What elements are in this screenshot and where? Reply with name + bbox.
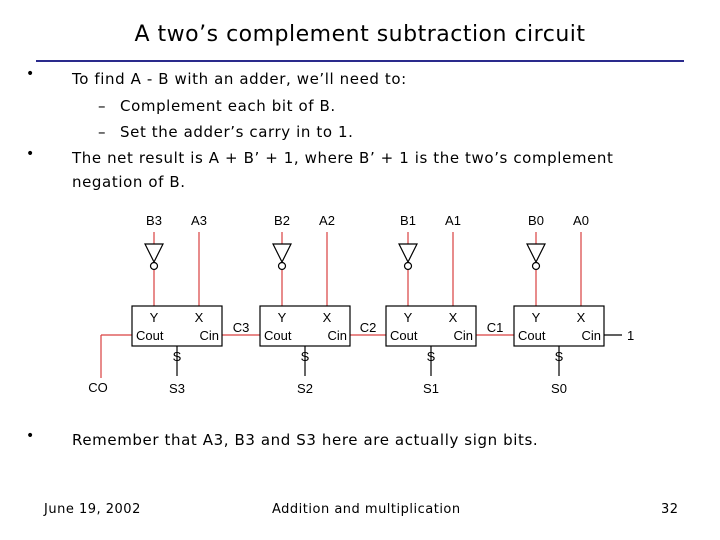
- port-label-s: S: [300, 349, 310, 364]
- port-label-y: Y: [149, 310, 159, 325]
- port-label-x: X: [576, 310, 586, 325]
- port-label-y: Y: [277, 310, 287, 325]
- port-label-x: X: [322, 310, 332, 325]
- sub-bullet-carry-text: Set the adder’s carry in to 1.: [120, 123, 354, 141]
- port-label-y: Y: [531, 310, 541, 325]
- bullet-dot: •: [26, 146, 35, 162]
- port-label-s: S: [426, 349, 436, 364]
- port-label-s: S: [172, 349, 182, 364]
- inverter-gate: [399, 244, 417, 262]
- input-label-b: B3: [146, 213, 162, 228]
- port-label-cin: Cin: [199, 328, 219, 343]
- port-label-cout: Cout: [264, 328, 292, 343]
- sum-output-label: S1: [423, 381, 439, 396]
- port-label-cin: Cin: [581, 328, 601, 343]
- footer-topic: Addition and multiplication: [272, 502, 461, 517]
- bullet-adder-steps: To find A - B with an adder, we’ll need to:: [72, 70, 407, 88]
- port-label-s: S: [554, 349, 564, 364]
- port-label-cin: Cin: [327, 328, 347, 343]
- input-label-b: B2: [274, 213, 290, 228]
- port-label-cout: Cout: [136, 328, 164, 343]
- carry-out-label: CO: [88, 380, 108, 395]
- sum-output-label: S2: [297, 381, 313, 396]
- input-label-a: A2: [319, 213, 335, 228]
- port-label-x: X: [448, 310, 458, 325]
- port-label-y: Y: [403, 310, 413, 325]
- inverter-gate: [527, 244, 545, 262]
- carry-in-value: 1: [627, 328, 635, 343]
- footer-page-number: 32: [661, 502, 679, 517]
- inverter-gate: [273, 244, 291, 262]
- bullet-dot: •: [26, 428, 35, 444]
- port-label-cout: Cout: [390, 328, 418, 343]
- sum-output-label: S0: [551, 381, 567, 396]
- carry-label: C3: [232, 320, 250, 335]
- input-label-a: A1: [445, 213, 461, 228]
- sum-output-label: S3: [169, 381, 185, 396]
- footer-date: June 19, 2002: [44, 502, 141, 517]
- bullet-net-result-line-1: The net result is A + B’ + 1, where B’ + 1 is the two’s complement: [72, 149, 614, 167]
- slide-title: A two’s complement subtraction circuit: [134, 22, 586, 47]
- input-label-b: B1: [400, 213, 416, 228]
- sub-bullet-dash: –: [98, 123, 107, 141]
- port-label-x: X: [194, 310, 204, 325]
- input-label-a: A0: [573, 213, 589, 228]
- inverter-bubble: [151, 263, 158, 270]
- sub-bullet-complement-text: Complement each bit of B.: [120, 97, 336, 115]
- bullet-sign-bits: Remember that A3, B3 and S3 here are actually sign bits.: [72, 431, 539, 449]
- inverter-bubble: [279, 263, 286, 270]
- inverter-gate: [145, 244, 163, 262]
- input-label-b: B0: [528, 213, 544, 228]
- port-label-cout: Cout: [518, 328, 546, 343]
- sub-bullet-dash: –: [98, 97, 107, 115]
- bullet-dot: •: [26, 66, 35, 82]
- inverter-bubble: [405, 263, 412, 270]
- input-label-a: A3: [191, 213, 207, 228]
- bullet-net-result-line-2: negation of B.: [72, 173, 186, 191]
- port-label-cin: Cin: [453, 328, 473, 343]
- carry-label: C2: [359, 320, 377, 335]
- carry-label: C1: [486, 320, 504, 335]
- inverter-bubble: [533, 263, 540, 270]
